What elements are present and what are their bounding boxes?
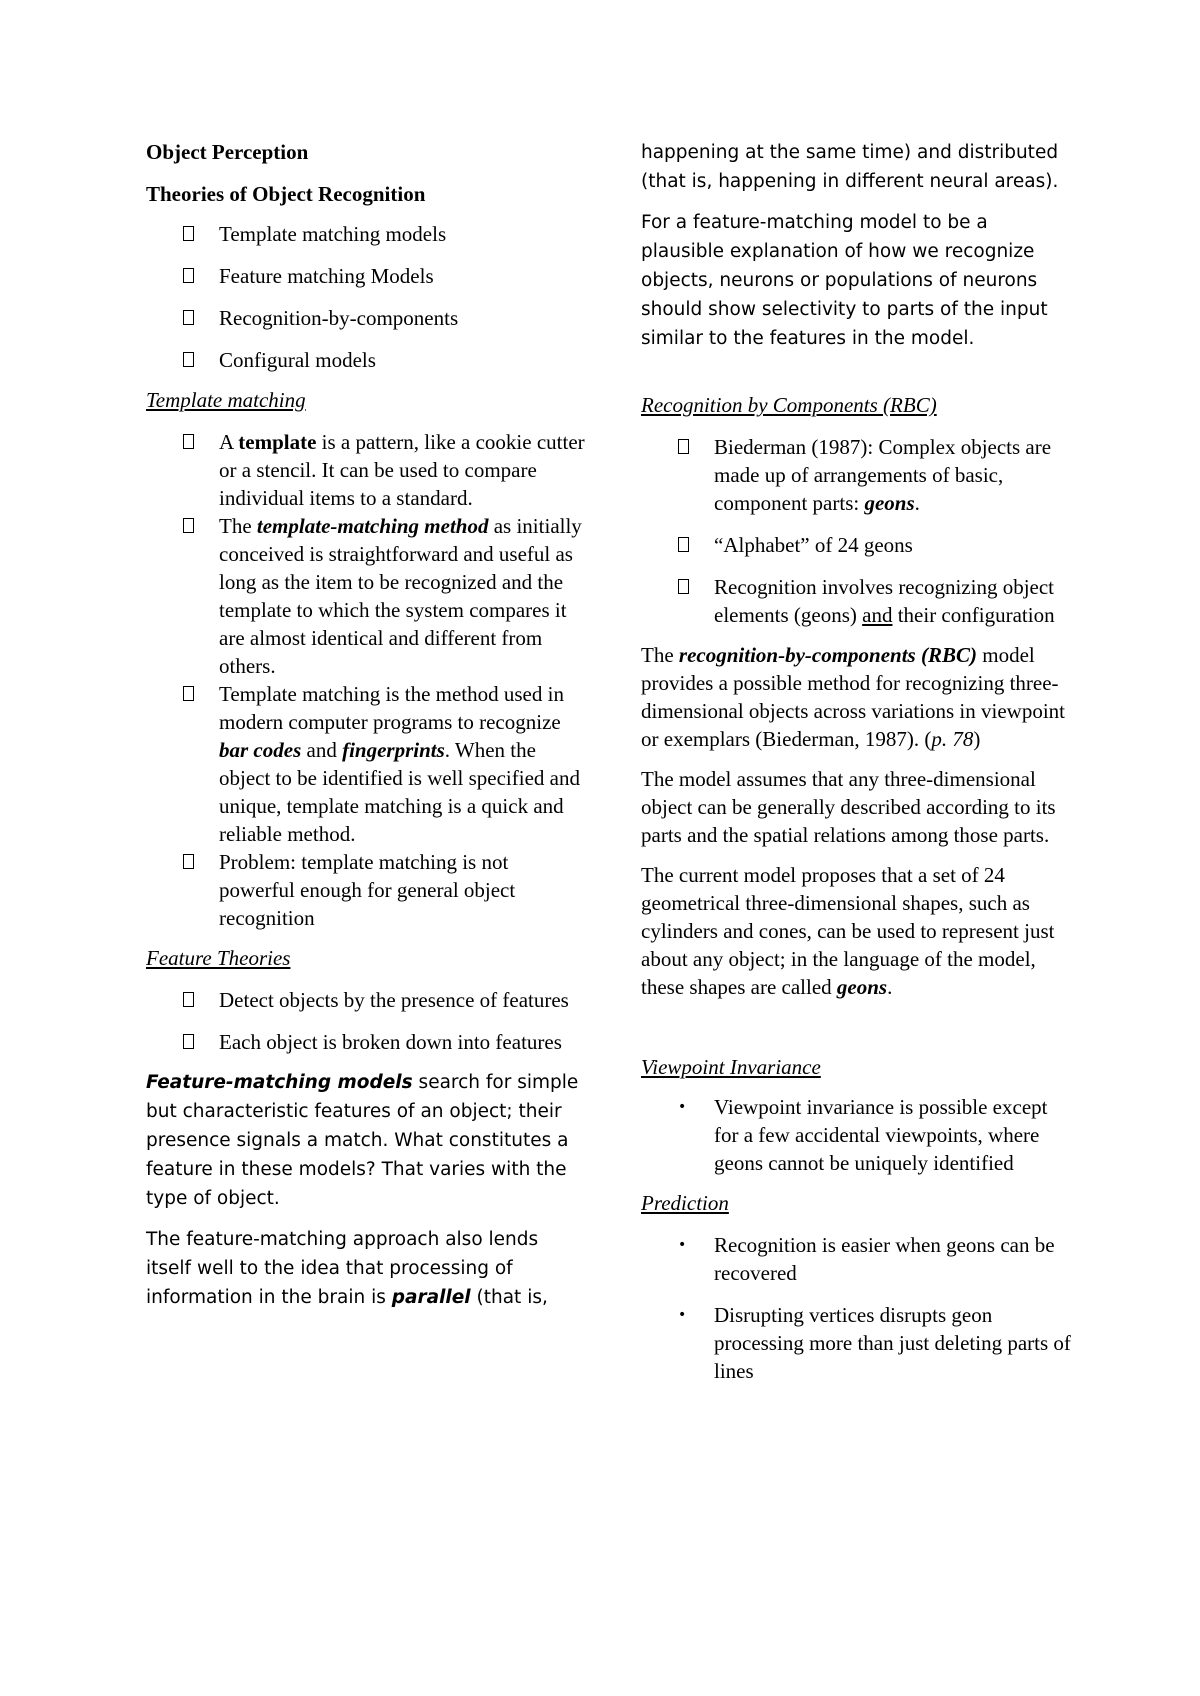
list-item: Recognition-by-components xyxy=(146,304,586,332)
rbc-paragraph-1: The recognition-by-components (RBC) model provides a possible method for recognizing three-dimensional objects across variations in viewpoint or exemplars (Biederman, 1987). (p. 78) xyxy=(641,643,1065,751)
checkbox-icon xyxy=(183,346,207,374)
checkbox-icon xyxy=(183,220,207,248)
list-item: • Viewpoint invariance is possible except for a few accidental viewpoints, where geons cannot be uniquely identified xyxy=(678,1095,1048,1175)
theories-list xyxy=(146,220,586,374)
checkbox-icon xyxy=(678,433,702,461)
rbc-paragraph-3: The current model proposes that a set of 24 geometrical three-dimensional shapes, such as cylinders and cones, can be used to represent just about any object; in the language of the model, these shapes are called geons. xyxy=(641,863,1055,999)
checkbox-icon xyxy=(183,680,207,708)
list-item: Problem: template matching is not powerful enough for general object recognition xyxy=(146,848,586,932)
checkbox-icon xyxy=(678,531,702,559)
list-item: The template-matching method as initially conceived is straightforward and useful as long as the item to be recognized and the template to which the system compares it are almost identical and different from others. xyxy=(146,512,586,680)
checkbox-icon xyxy=(183,262,207,290)
checkbox-icon xyxy=(183,986,207,1014)
checkbox-icon xyxy=(183,304,207,332)
viewpoint-list xyxy=(641,1093,1073,1177)
feature-paragraph-2: The feature-matching approach also lends itself well to the idea that processing of information in the brain is parallel (that is, xyxy=(146,1229,548,1308)
template-list xyxy=(146,428,586,932)
page-title: Object Perception xyxy=(146,140,309,164)
list-item: • Disrupting vertices disrupts geon processing more than just deleting parts of lines xyxy=(678,1303,1071,1383)
bullet-icon: • xyxy=(678,1237,687,1253)
rbc-heading: Recognition by Components (RBC) xyxy=(641,393,937,417)
feature-paragraph-3: For a feature-matching model to be a plausible explanation of how we recognize objects, neurons or populations of neurons should show selectivity to parts of the input similar to the features in the model. xyxy=(641,212,1048,349)
checkbox-icon xyxy=(183,848,207,876)
right-column xyxy=(641,138,1073,1385)
rbc-paragraph-2: The model assumes that any three-dimensional object can be generally described according to its parts and the spatial relations among those parts. xyxy=(641,767,1056,847)
checkbox-icon xyxy=(183,428,207,456)
viewpoint-invariance-heading: Viewpoint Invariance xyxy=(641,1055,821,1079)
list-item: Configural models xyxy=(146,346,586,374)
checkbox-icon xyxy=(678,573,702,601)
checkbox-icon xyxy=(183,512,207,540)
left-column xyxy=(146,138,586,1312)
continued-paragraph: happening at the same time) and distributed (that is, happening in different neural areas). xyxy=(641,142,1059,192)
list-item: Detect objects by the presence of features xyxy=(146,986,586,1014)
feature-list xyxy=(146,986,586,1056)
checkbox-icon xyxy=(183,1028,207,1056)
template-matching-heading: Template matching xyxy=(146,388,306,412)
subtitle: Theories of Object Recognition xyxy=(146,182,426,206)
list-item: A template is a pattern, like a cookie cutter or a stencil. It can be used to compare individual items to a standard. xyxy=(146,428,586,512)
rbc-list xyxy=(641,433,1073,629)
bullet-icon: • xyxy=(678,1307,687,1323)
list-item: Template matching models xyxy=(146,220,586,248)
list-item: “Alphabet” of 24 geons xyxy=(641,531,1073,559)
list-item: Feature matching Models xyxy=(146,262,586,290)
list-item: Template matching is the method used in modern computer programs to recognize bar codes and fingerprints. When the object to be identified is well specified and unique, template matching is a quick and reliable method. xyxy=(146,680,586,848)
list-item: Biederman (1987): Complex objects are made up of arrangements of basic, component parts: geons. xyxy=(641,433,1073,517)
feature-paragraph-1: Feature-matching models search for simple but characteristic features of an object; their presence signals a match. What constitutes a feature in these models? That varies with the type of object. xyxy=(146,1072,579,1209)
prediction-heading: Prediction xyxy=(641,1191,729,1215)
list-item: Recognition involves recognizing object elements (geons) and their configuration xyxy=(641,573,1073,629)
list-item: • Recognition is easier when geons can be recovered xyxy=(678,1233,1055,1285)
prediction-list xyxy=(641,1231,1073,1385)
bullet-icon: • xyxy=(678,1099,687,1115)
feature-theories-heading: Feature Theories xyxy=(146,946,291,970)
list-item: Each object is broken down into features xyxy=(146,1028,586,1056)
